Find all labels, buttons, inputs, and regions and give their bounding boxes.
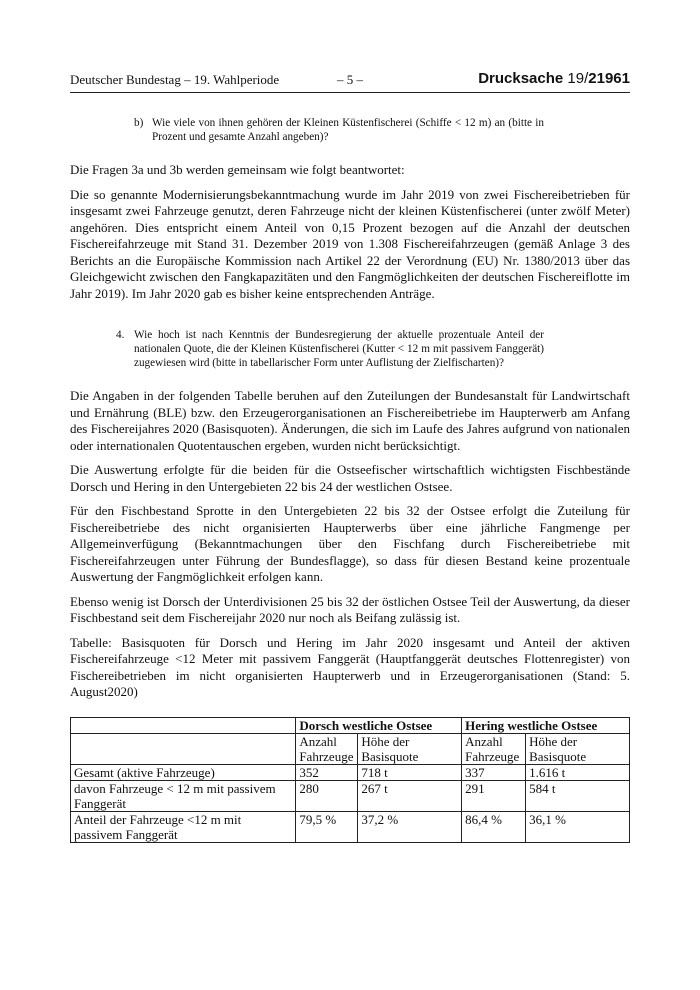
question-text: Wie viele von ihnen gehören der Kleinen Küstenfischerei (Schiffe < 12 m) an (bitte in Prozent und gesamte Anzahl angeben)? bbox=[152, 117, 544, 143]
table-cell: 718 t bbox=[358, 764, 462, 780]
subheader-cell: Anzahl Fahrzeuge bbox=[296, 733, 358, 764]
table-cell: 79,5 % bbox=[296, 811, 358, 842]
question-text: Wie hoch ist nach Kenntnis der Bundesregierung der aktuelle prozentuale Anteil der nationalen Quote, die der Kleinen Küstenfischerei (Kutter < 12 m mit passivem Fanggerät) zugewiesen wird (bitte in tabellarischer Form unter Auflistung der Zielfischarten)? bbox=[134, 329, 544, 369]
table-row bbox=[71, 764, 630, 780]
table-cell: 337 bbox=[462, 764, 526, 780]
table-cell: 291 bbox=[462, 780, 526, 811]
table-header-row bbox=[71, 717, 630, 733]
question-label: 4. bbox=[116, 329, 125, 341]
subheader-cell: Höhe der Basisquote bbox=[526, 733, 630, 764]
document-number bbox=[478, 70, 630, 87]
publication-title: Deutscher Bundestag – 19. Wahlperiode bbox=[70, 72, 280, 87]
table-subheader-row bbox=[71, 733, 630, 764]
row-label: Anteil der Fahrzeuge <12 m mit passivem Fanggerät bbox=[71, 811, 296, 842]
table-cell: 36,1 % bbox=[526, 811, 630, 842]
answer-intro: Die Fragen 3a und 3b werden gemeinsam wie folgt beantwortet: bbox=[70, 162, 405, 177]
table-corner-cell bbox=[71, 733, 296, 764]
answer-paragraph: Die Auswertung erfolgte für die beiden für die Ostseefischer wirtschaftlich wichtigsten Fischbestände Dorsch und Hering in den Untergebieten 22 bis 24 der westlichen Ostsee. bbox=[70, 462, 630, 494]
answer-paragraph: Ebenso wenig ist Dorsch der Unterdivisionen 25 bis 32 der östlichen Ostsee Teil der Auswertung, da dieser Fischbestand seit dem Fischereijahr 2020 nur noch als Beifang zulässig ist. bbox=[70, 593, 630, 625]
answer-paragraph: Die Angaben in der folgenden Tabelle beruhen auf den Zuteilungen der Bundesanstalt für Landwirtschaft und Ernährung (BLE) bzw. den Erzeugerorganisationen an Fischereibetriebe im Haupterwerb am Anfang des Fischereijahres 2020 (Basisquoten). Änderungen, die sich im Laufe des Jahres aufgrund von nationalen oder internationalen Quotentauschen ergeben, wurden nicht berücksichtigt. bbox=[70, 388, 630, 453]
table-cell: 37,2 % bbox=[358, 811, 462, 842]
group-header-dorsch: Dorsch westliche Ostsee bbox=[296, 717, 462, 733]
table-corner-cell bbox=[71, 717, 296, 733]
table-row bbox=[71, 780, 630, 811]
page-content bbox=[70, 116, 630, 843]
table-row bbox=[71, 811, 630, 842]
question-label: b) bbox=[134, 117, 144, 129]
table-cell: 1.616 t bbox=[526, 764, 630, 780]
subheader-cell: Höhe der Basisquote bbox=[358, 733, 462, 764]
table-cell: 584 t bbox=[526, 780, 630, 811]
answer-paragraph: Für den Fischbestand Sprotte in den Untergebieten 22 bis 32 der Ostsee erfolgt die Zuteilung für Fischereibetriebe des nicht organisierten Haupterwerbs über eine jährliche Fangmenge per Allgemeinverfügung (Bekanntmachungen über den Fischfang durch Fischereibetriebe mit Fischereifahrzeugen unter Führung der Bundesflagge), so dass für diesen Bestand keine prozentuale Auswertung der Fangmöglichkeit erfolgen kann. bbox=[70, 503, 630, 584]
answer-paragraph: Die so genannte Modernisierungsbekanntmachung wurde im Jahr 2019 von zwei Fischereibetrieben für insgesamt zwei Fahrzeuge genutzt, deren Fahrzeuge nicht der kleinen Küstenfischerei (unter zwölf Meter) angehören. Dies entspricht einem Anteil von 0,15 Prozent bezogen auf die Anzahl der deutschen Fischereifahrzeuge mit Stand 31. Dezember 2019 von 1.308 Fischereifahrzeugen (gemäß Anlage 3 des Berichts an die Europäische Kommission nach Artikel 22 der Verordnung (EU) Nr. 1380/2013 über das Gleichgewicht zwischen den Fangkapazitäten und den Fangmöglichkeiten der deutschen Fischereiflotte im Jahr 2019). Im Jahr 2020 gab es bisher keine entsprechenden Anträge. bbox=[70, 186, 630, 301]
table-cell: 352 bbox=[296, 764, 358, 780]
row-label: davon Fahrzeuge < 12 m mit passivem Fanggerät bbox=[71, 780, 296, 811]
group-header-hering: Hering westliche Ostsee bbox=[462, 717, 630, 733]
table-caption: Tabelle: Basisquoten für Dorsch und Hering im Jahr 2020 insgesamt und Anteil der aktiven Fischereifahrzeuge <12 Meter mit passivem Fanggerät (Hauptfanggerät deutsches Flottenregister) von Fischereibetrieben im nicht organisierten Haupterwerb und in Erzeugerorganisationen (Stand: 5. August2020) bbox=[70, 634, 630, 699]
table-cell: 267 t bbox=[358, 780, 462, 811]
question-4 bbox=[116, 328, 544, 370]
page-header bbox=[70, 70, 630, 93]
row-label: Gesamt (aktive Fahrzeuge) bbox=[71, 764, 296, 780]
question-3b bbox=[134, 116, 544, 144]
document-number-prefix: 19/ bbox=[567, 70, 589, 87]
document-label: Drucksache bbox=[478, 70, 564, 87]
document-number-value: 21961 bbox=[588, 70, 630, 87]
subheader-cell: Anzahl Fahrzeuge bbox=[462, 733, 526, 764]
table-cell: 280 bbox=[296, 780, 358, 811]
table-cell: 86,4 % bbox=[462, 811, 526, 842]
quota-table bbox=[70, 717, 630, 843]
page-number: – 5 – bbox=[337, 72, 363, 87]
